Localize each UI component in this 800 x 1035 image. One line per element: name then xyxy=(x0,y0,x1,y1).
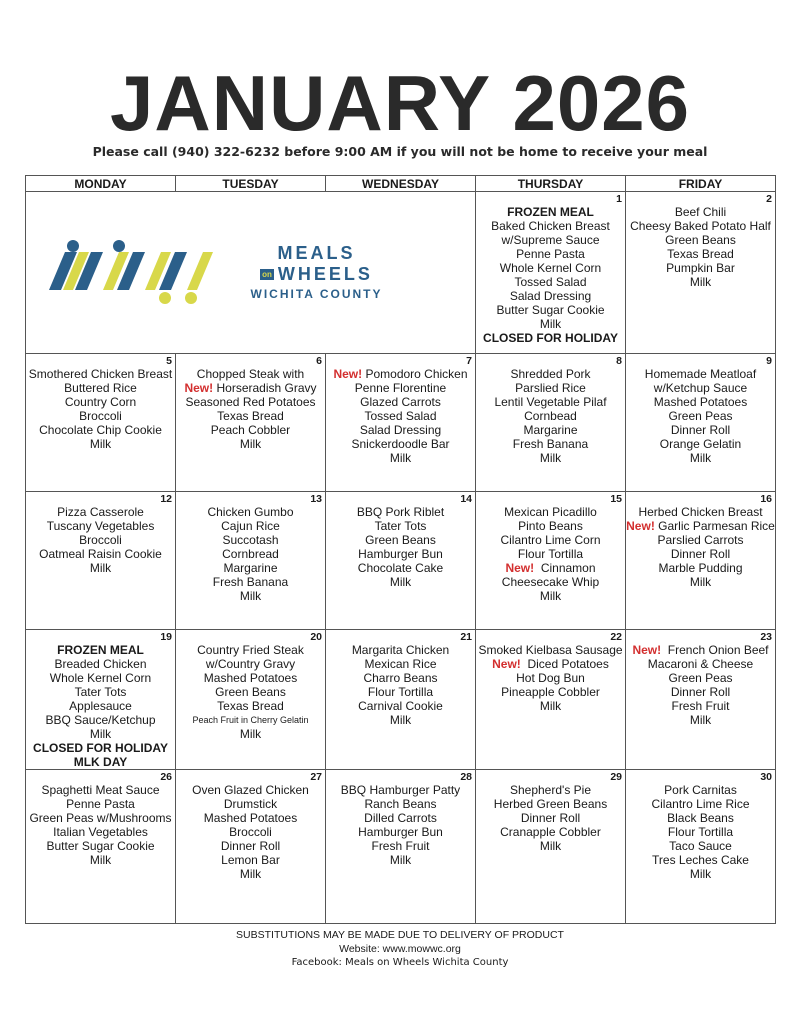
logo-on-badge: on xyxy=(262,269,272,279)
menu-item: Pineapple Cobbler xyxy=(501,685,600,699)
day-cell-15 xyxy=(476,492,626,630)
menu-item: Applesauce xyxy=(69,699,132,713)
menu-item: Milk xyxy=(689,713,712,727)
new-badge: New! xyxy=(184,381,214,395)
menu-item: Cilantro Lime Rice xyxy=(651,797,750,811)
day-cell-7 xyxy=(326,354,476,492)
menu-item: Chopped Steak with xyxy=(196,367,305,381)
week-row-2 xyxy=(26,354,776,492)
new-badge: New! xyxy=(626,519,655,533)
day-number: 28 xyxy=(460,771,472,783)
weekday-header-monday: MONDAY xyxy=(26,176,176,192)
logo-line-wheels xyxy=(251,264,383,285)
day-number: 6 xyxy=(316,355,322,367)
menu-item: Tater Tots xyxy=(74,685,127,699)
weekday-header-row xyxy=(26,176,776,192)
day-number: 20 xyxy=(310,631,322,643)
substitution-note: SUBSTITUTIONS MAY BE MADE DUE TO DELIVERY OF PRODUCT xyxy=(236,929,564,941)
menu-item: Mashed Potatoes xyxy=(203,811,298,825)
menu-item: Baked Chicken Breast xyxy=(491,219,610,233)
day-cell-5 xyxy=(26,354,176,492)
day-number: 12 xyxy=(160,493,172,505)
menu-item-text: French Onion Beef xyxy=(667,643,769,657)
week-row-5 xyxy=(26,770,776,924)
logo-line-meals: MEALS xyxy=(277,242,356,263)
day-number: 22 xyxy=(610,631,622,643)
menu-item: Tres Leches Cake xyxy=(652,853,749,867)
menu-item: Country Fried Steak xyxy=(197,643,304,657)
day-cell-20 xyxy=(176,630,326,770)
menu-item: Shredded Pork xyxy=(510,367,591,381)
menu-item: Milk xyxy=(689,451,712,465)
day-cell-12 xyxy=(26,492,176,630)
day-number: 5 xyxy=(166,355,172,367)
menu-item: Glazed Carrots xyxy=(360,395,441,409)
day-number: 16 xyxy=(760,493,772,505)
menu-item: Penne Pasta xyxy=(66,797,135,811)
menu-item: Milk xyxy=(389,575,412,589)
day-cell-21 xyxy=(326,630,476,770)
menu-item: Fresh Banana xyxy=(512,437,589,451)
menu-item xyxy=(476,561,625,575)
menu-item: Fresh Banana xyxy=(212,575,289,589)
menu-item: Salad Dressing xyxy=(509,289,592,303)
menu-item xyxy=(626,519,775,533)
menu-item: Texas Bread xyxy=(667,247,734,261)
day-number: 2 xyxy=(766,193,772,205)
week-row-3 xyxy=(26,492,776,630)
menu-item: Green Beans xyxy=(365,533,436,547)
menu-item: Mashed Potatoes xyxy=(653,395,748,409)
menu-item: w/Country Gravy xyxy=(205,657,296,671)
menu-item-text: Cinnamon xyxy=(540,561,596,575)
menu-item: Marble Pudding xyxy=(658,561,743,575)
menu-item: Dinner Roll xyxy=(670,423,731,437)
menu-item: Cheesy Baked Potato Half xyxy=(630,219,771,233)
menu-item: Chocolate Cake xyxy=(357,561,444,575)
menu-item: Dinner Roll xyxy=(670,685,731,699)
menu-item: Smoked Kielbasa Sausage xyxy=(478,643,623,657)
week-row-4 xyxy=(26,630,776,770)
day-cell-8 xyxy=(476,354,626,492)
menu-item: Parslied Carrots xyxy=(657,533,744,547)
menu-item: Pork Carnitas xyxy=(664,783,737,797)
menu-item: Milk xyxy=(389,853,412,867)
menu-item: Chocolate Chip Cookie xyxy=(39,423,162,437)
call-notice: Please call (940) 322-6232 before 9:00 AM if you will not be home to receive your meal xyxy=(92,144,708,159)
logo-wheels-text: WHEELS xyxy=(277,263,373,284)
menu-item-text: Pomodoro Chicken xyxy=(365,367,468,381)
menu-item: Succotash xyxy=(222,533,279,547)
menu-item: Flour Tortilla xyxy=(367,685,434,699)
menu-item: Penne Florentine xyxy=(354,381,447,395)
menu-item: Mashed Potatoes xyxy=(203,671,298,685)
menu-item: Whole Kernel Corn xyxy=(49,671,152,685)
menu-item: Charro Beans xyxy=(363,671,438,685)
menu-item: Carnival Cookie xyxy=(358,699,443,713)
menu-item: Fresh Fruit xyxy=(671,699,730,713)
menu-item: Whole Kernel Corn xyxy=(499,261,602,275)
menu-item: Oatmeal Raisin Cookie xyxy=(39,547,162,561)
menu-item: Black Beans xyxy=(667,811,734,825)
menu-item: Milk xyxy=(89,437,112,451)
menu-item: Parslied Rice xyxy=(515,381,586,395)
menu-item: Tossed Salad xyxy=(514,275,587,289)
menu-item: Milk xyxy=(689,275,712,289)
menu-item: Milk xyxy=(539,839,562,853)
day-number: 29 xyxy=(610,771,622,783)
menu-item: w/Ketchup Sauce xyxy=(653,381,748,395)
menu-item: Flour Tortilla xyxy=(517,547,584,561)
menu-item xyxy=(476,657,625,671)
day-cell-16 xyxy=(626,492,776,630)
menu-item: FROZEN MEAL xyxy=(507,205,594,219)
menu-item: Hamburger Bun xyxy=(358,547,443,561)
menu-item: Cranapple Cobbler xyxy=(500,825,601,839)
menu-item: Herbed Green Beans xyxy=(493,797,608,811)
menu-item: Milk xyxy=(89,727,112,741)
logo-cell xyxy=(26,192,476,354)
menu-item: Milk xyxy=(239,589,262,603)
menu-item: Herbed Chicken Breast xyxy=(638,505,763,519)
menu-item: Lentil Vegetable Pilaf xyxy=(494,395,607,409)
menu-item xyxy=(326,367,475,381)
menu-item: Smothered Chicken Breast xyxy=(28,367,173,381)
menu-item: Lemon Bar xyxy=(221,853,280,867)
day-number: 9 xyxy=(766,355,772,367)
menu-item: Milk xyxy=(389,713,412,727)
menu-item: Dinner Roll xyxy=(670,547,731,561)
menu-item: Taco Sauce xyxy=(669,839,732,853)
menu-item: Orange Gelatin xyxy=(659,437,742,451)
weekday-header-wednesday: WEDNESDAY xyxy=(326,176,476,192)
menu-item: BBQ Sauce/Ketchup xyxy=(45,713,156,727)
menu-item: Beef Chili xyxy=(674,205,727,219)
mow-logo-mark-icon xyxy=(41,238,241,308)
menu-item: Country Corn xyxy=(64,395,137,409)
menu-item: Tater Tots xyxy=(374,519,427,533)
day-cell-13 xyxy=(176,492,326,630)
menu-item: Shepherd's Pie xyxy=(509,783,591,797)
menu-item-text: Horseradish Gravy xyxy=(216,381,317,395)
day-cell-6 xyxy=(176,354,326,492)
menu-item: Green Peas w/Mushrooms xyxy=(29,811,172,825)
day-number: 7 xyxy=(466,355,472,367)
day-cell-9 xyxy=(626,354,776,492)
day-cell-30 xyxy=(626,770,776,924)
meals-on-wheels-logo xyxy=(41,238,461,308)
menu-item: Buttered Rice xyxy=(64,381,137,395)
logo-line-county: WICHITA COUNTY xyxy=(250,286,383,301)
menu-item: Broccoli xyxy=(229,825,272,839)
day-number: 19 xyxy=(160,631,172,643)
menu-item: Macaroni & Cheese xyxy=(647,657,754,671)
menu-item: Cajun Rice xyxy=(221,519,280,533)
menu-item: Oven Glazed Chicken xyxy=(192,783,309,797)
menu-item: Peach Cobbler xyxy=(210,423,291,437)
facebook-line: Facebook: Meals on Wheels Wichita County xyxy=(291,957,509,968)
menu-item: Green Beans xyxy=(665,233,736,247)
day-number: 8 xyxy=(616,355,622,367)
menu-item: Penne Pasta xyxy=(516,247,585,261)
website-line: Website: www.mowwc.org xyxy=(339,943,461,955)
menu-item: FROZEN MEAL xyxy=(57,643,144,657)
menu-item: Dinner Roll xyxy=(220,839,281,853)
menu-item: Milk xyxy=(89,853,112,867)
menu-item: Flour Tortilla xyxy=(667,825,734,839)
day-cell-23 xyxy=(626,630,776,770)
new-badge: New! xyxy=(333,367,363,381)
menu-item: Spaghetti Meat Sauce xyxy=(41,783,160,797)
menu-item xyxy=(176,381,325,395)
menu-item: Dinner Roll xyxy=(520,811,581,825)
menu-item: Broccoli xyxy=(79,409,122,423)
menu-item: Butter Sugar Cookie xyxy=(46,839,155,853)
day-cell-1 xyxy=(476,192,626,354)
menu-item: Milk xyxy=(89,561,112,575)
day-number: 30 xyxy=(760,771,772,783)
menu-item: Cilantro Lime Corn xyxy=(500,533,601,547)
day-cell-29 xyxy=(476,770,626,924)
menu-item: Milk xyxy=(539,317,562,331)
menu-item: Milk xyxy=(539,699,562,713)
holiday-notice: MLK DAY xyxy=(73,755,128,769)
menu-item: BBQ Hamburger Patty xyxy=(340,783,461,797)
menu-item xyxy=(626,643,775,657)
menu-item: Hot Dog Bun xyxy=(516,671,585,685)
new-badge: New! xyxy=(505,561,535,575)
menu-item: Pumpkin Bar xyxy=(666,261,735,275)
menu-item: Milk xyxy=(539,451,562,465)
page-title: JANUARY 2026 xyxy=(110,59,690,147)
new-badge: New! xyxy=(492,657,521,671)
menu-item: Hamburger Bun xyxy=(358,825,443,839)
day-number: 26 xyxy=(160,771,172,783)
day-number: 15 xyxy=(610,493,622,505)
menu-item: Broccoli xyxy=(79,533,122,547)
menu-item: Texas Bread xyxy=(217,699,284,713)
menu-item: Green Peas xyxy=(668,409,733,423)
holiday-notice: CLOSED FOR HOLIDAY xyxy=(33,741,168,755)
holiday-notice: CLOSED FOR HOLIDAY xyxy=(483,331,618,345)
menu-item: Milk xyxy=(389,451,412,465)
day-number: 13 xyxy=(310,493,322,505)
menu-item: BBQ Pork Riblet xyxy=(356,505,445,519)
menu-item: Milk xyxy=(689,575,712,589)
menu-item: Ranch Beans xyxy=(364,797,437,811)
menu-item: Breaded Chicken xyxy=(54,657,147,671)
day-number: 1 xyxy=(616,193,622,205)
day-cell-28 xyxy=(326,770,476,924)
new-badge: New! xyxy=(632,643,662,657)
week-row-1 xyxy=(26,192,776,354)
day-cell-14 xyxy=(326,492,476,630)
menu-item: Milk xyxy=(239,727,262,741)
menu-item: Fresh Fruit xyxy=(371,839,430,853)
menu-item: Pinto Beans xyxy=(518,519,583,533)
menu-item-text: Diced Potatoes xyxy=(527,657,609,671)
day-number: 27 xyxy=(310,771,322,783)
menu-item-text: Garlic Parmesan Rice xyxy=(658,519,775,533)
day-number: 14 xyxy=(460,493,472,505)
menu-item: Green Beans xyxy=(215,685,286,699)
menu-item: Cornbread xyxy=(222,547,279,561)
day-cell-22 xyxy=(476,630,626,770)
menu-item: Green Peas xyxy=(668,671,733,685)
menu-item: Peach Fruit in Cherry Gelatin xyxy=(192,715,309,725)
menu-item: Dilled Carrots xyxy=(364,811,437,825)
menu-item: Chicken Gumbo xyxy=(207,505,294,519)
day-cell-27 xyxy=(176,770,326,924)
menu-item: Milk xyxy=(689,867,712,881)
day-cell-2 xyxy=(626,192,776,354)
menu-item: Milk xyxy=(539,589,562,603)
weekday-header-friday: FRIDAY xyxy=(626,176,776,192)
menu-item: Milk xyxy=(239,867,262,881)
day-cell-26 xyxy=(26,770,176,924)
menu-item: Cheesecake Whip xyxy=(501,575,600,589)
weekday-header-tuesday: TUESDAY xyxy=(176,176,326,192)
menu-item: Mexican Rice xyxy=(364,657,437,671)
menu-item: Mexican Picadillo xyxy=(504,505,597,519)
menu-item: Drumstick xyxy=(223,797,278,811)
menu-item: Margarine xyxy=(523,423,578,437)
menu-item: Milk xyxy=(239,437,262,451)
menu-item: Texas Bread xyxy=(217,409,284,423)
menu-item: Salad Dressing xyxy=(359,423,442,437)
day-number: 23 xyxy=(760,631,772,643)
menu-item: Margarine xyxy=(223,561,278,575)
menu-item: Snickerdoodle Bar xyxy=(351,437,450,451)
menu-item: Butter Sugar Cookie xyxy=(496,303,605,317)
menu-item: Tossed Salad xyxy=(364,409,437,423)
menu-item: Seasoned Red Potatoes xyxy=(185,395,316,409)
menu-item: Cornbead xyxy=(524,409,577,423)
day-number: 21 xyxy=(460,631,472,643)
logo-wordmark xyxy=(251,242,383,303)
menu-item: Homemade Meatloaf xyxy=(644,367,757,381)
menu-item: Margarita Chicken xyxy=(351,643,450,657)
menu-item: Tuscany Vegetables xyxy=(46,519,155,533)
menu-item: w/Supreme Sauce xyxy=(501,233,600,247)
day-cell-19 xyxy=(26,630,176,770)
weekday-header-thursday: THURSDAY xyxy=(476,176,626,192)
menu-item: Pizza Casserole xyxy=(57,505,144,519)
menu-item: Italian Vegetables xyxy=(53,825,148,839)
menu-calendar xyxy=(25,175,776,924)
